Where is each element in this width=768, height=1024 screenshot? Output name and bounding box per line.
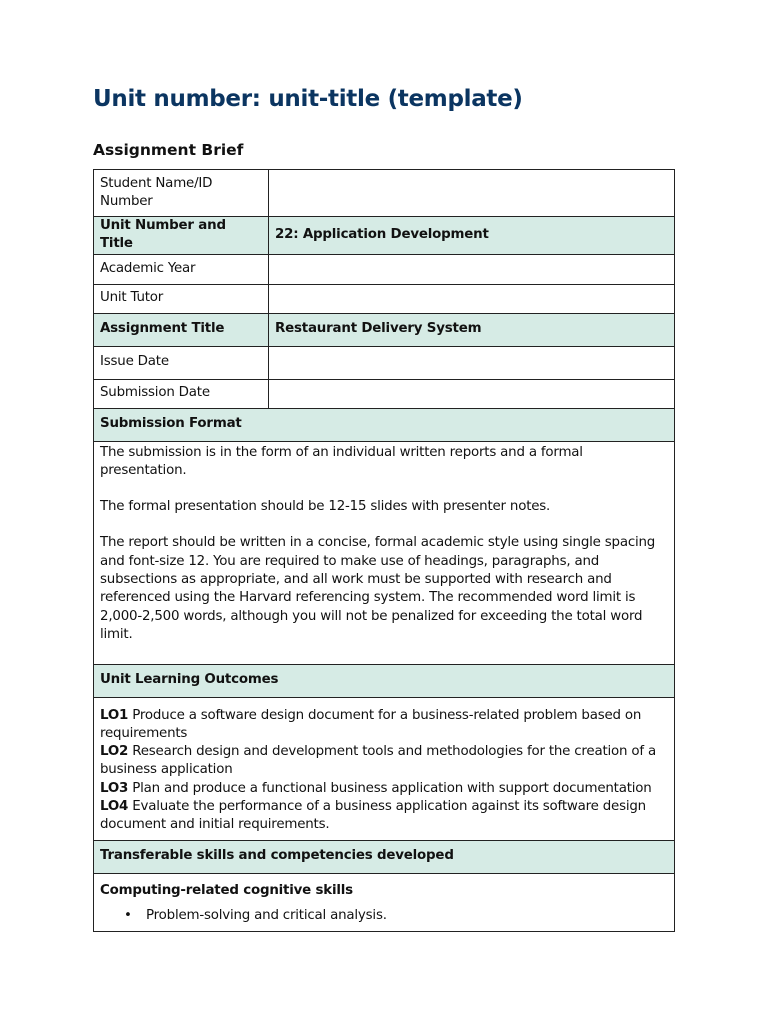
row-label: Academic Year [94,254,269,284]
table-row [94,346,675,379]
assignment-brief-table [93,169,675,932]
row-value [269,254,675,284]
row-value: 22: Application Development [269,217,675,255]
lo-text: Research design and development tools and methodologies for the creation of a business application [100,744,656,778]
row-value [269,284,675,313]
row-value [269,346,675,379]
row-label: Unit Tutor [94,284,269,313]
lo-code: LO1 [100,707,129,723]
lo-code: LO2 [100,744,129,760]
table-row [94,254,675,284]
table-row [94,170,675,217]
row-label: Assignment Title [94,313,269,346]
skills-subheading: Computing-related cognitive skills [100,882,353,898]
learning-outcomes-heading: Unit Learning Outcomes [94,664,675,697]
lo-code: LO4 [100,799,129,815]
lo-text: Evaluate the performance of a business application against its software design document and initial requirements. [100,799,646,833]
lo-code: LO3 [100,780,129,796]
table-row [94,408,675,441]
bullet-icon: • [124,907,132,923]
table-row [94,873,675,931]
submission-format-body [94,441,675,664]
table-row [94,697,675,840]
table-row [94,441,675,664]
row-label: Unit Number and Title [94,217,269,255]
row-value: Restaurant Delivery System [269,313,675,346]
paragraph: The submission is in the form of an individual written reports and a formal presentation. [100,444,583,478]
table-row [94,217,675,255]
paragraph: The report should be written in a concise, formal academic style using single spacing and font-size 12. You are required to make use of headings, paragraphs, and subsections as appropriate, and all work must be supported with research and referenced using the Harvard referencing system. The recommended word limit is 2,000-2,500 words, although you will not be penalized for exceeding the total word limit. [100,535,656,642]
submission-format-heading: Submission Format [94,408,675,441]
section-title: Assignment Brief [93,141,244,159]
learning-outcome [100,707,668,744]
table-row [94,313,675,346]
row-value [269,379,675,408]
skills-heading: Transferable skills and competencies developed [94,840,675,873]
page-title: Unit number: unit-title (template) [93,86,523,112]
learning-outcomes-body [94,697,675,840]
learning-outcome [100,780,668,798]
paragraph: The formal presentation should be 12-15 slides with presenter notes. [100,499,551,515]
lo-text: Plan and produce a functional business application with support documentation [128,780,652,796]
learning-outcome [100,743,668,780]
list-item [100,907,668,925]
list-item-text: Problem-solving and critical analysis. [146,907,387,923]
table-row [94,840,675,873]
row-value [269,170,675,217]
skills-body [94,873,675,931]
lo-text: Produce a software design document for a business-related problem based on requirements [100,707,642,741]
row-label: Student Name/ID Number [94,170,269,217]
table-row [94,664,675,697]
row-label: Submission Date [94,379,269,408]
learning-outcome [100,798,668,835]
row-label: Issue Date [94,346,269,379]
table-row [94,284,675,313]
table-row [94,379,675,408]
